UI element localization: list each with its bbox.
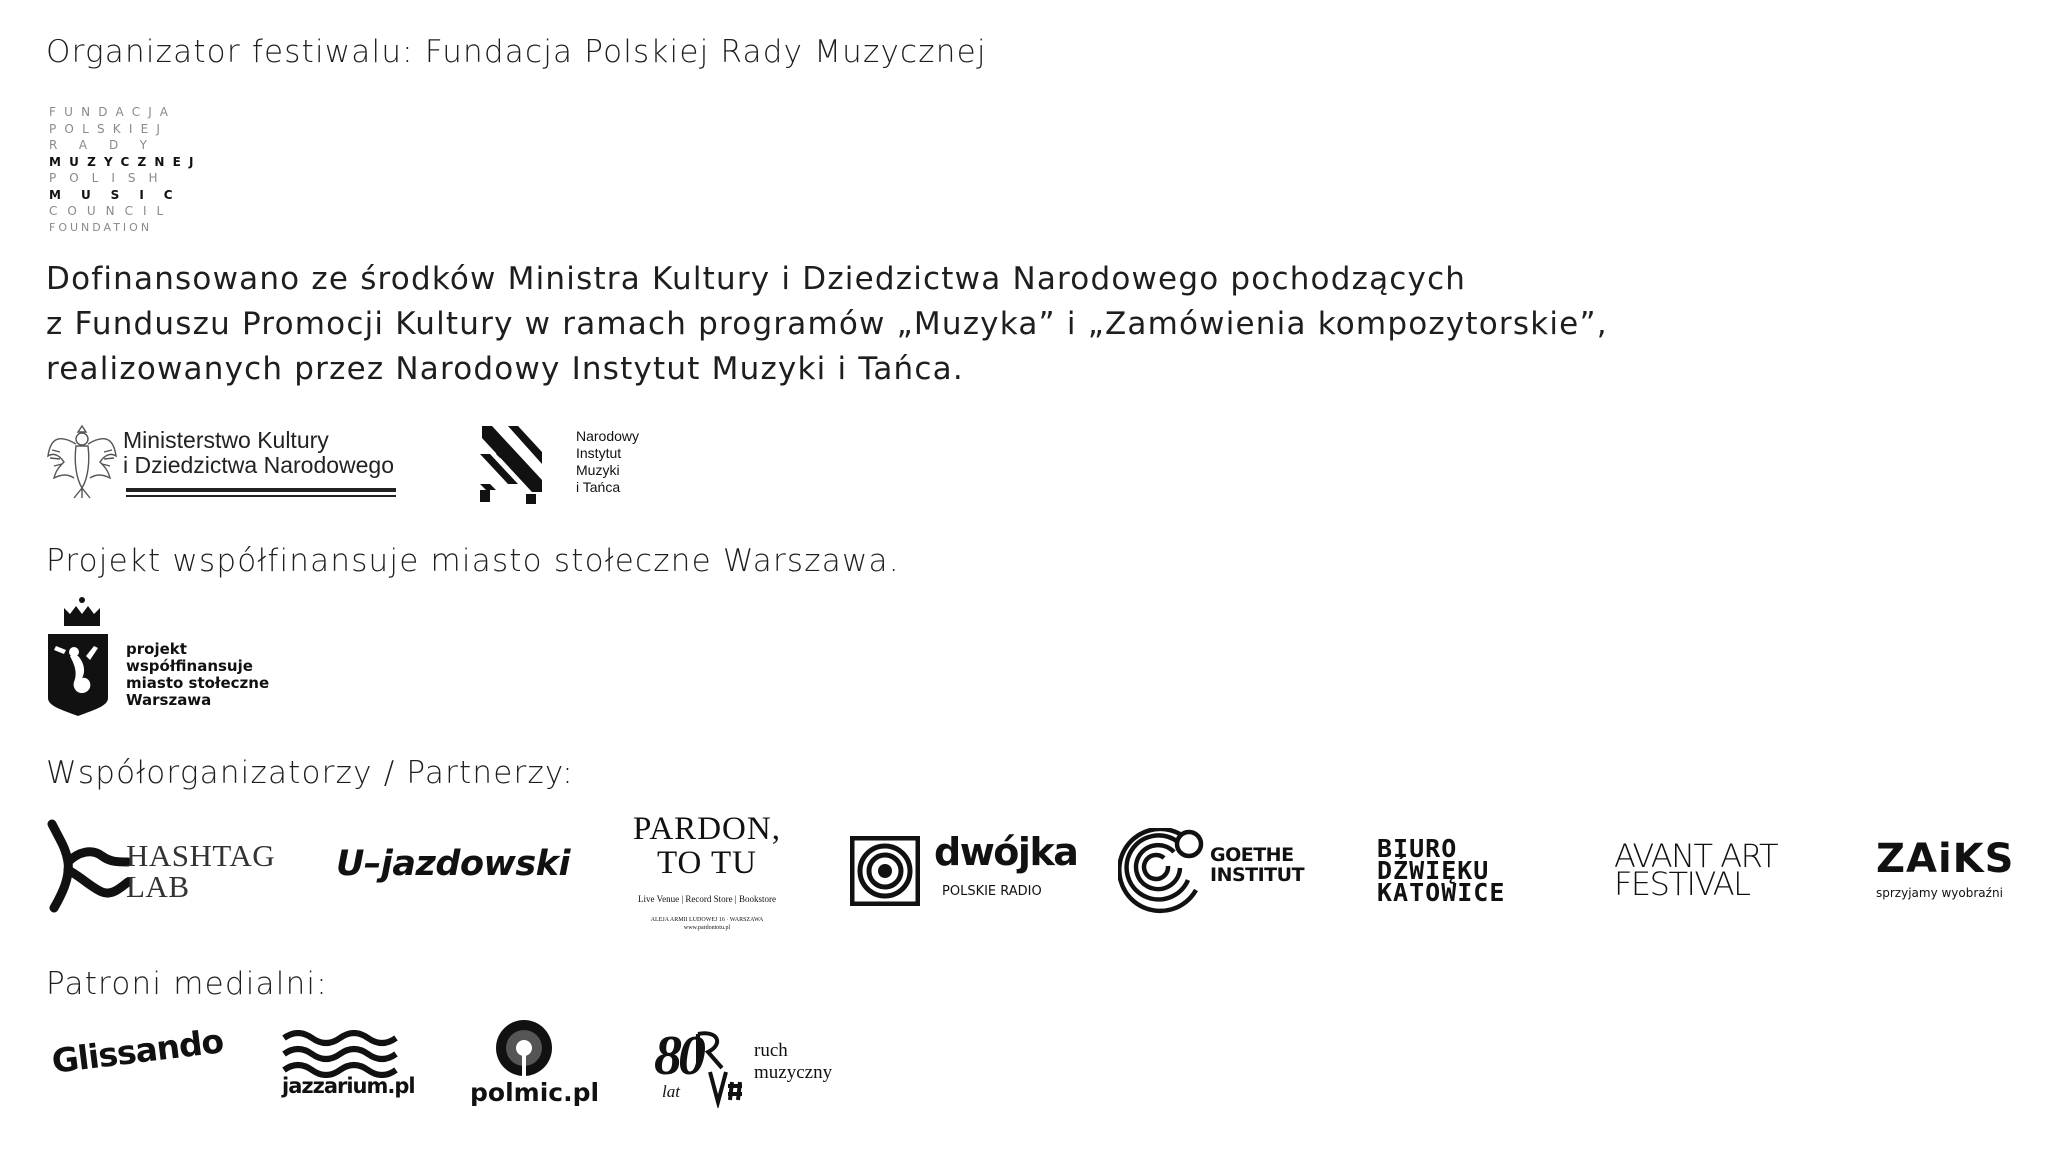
jazzarium-waves-icon <box>282 1030 400 1078</box>
avant-art-festival-logo <box>1614 837 1778 903</box>
goethe-text <box>1210 845 1304 885</box>
pmc-line: COUNCIL <box>49 204 174 218</box>
ministry-culture-logo <box>46 422 396 502</box>
jazzarium-logo <box>282 1030 415 1104</box>
nimit-logo <box>478 424 678 506</box>
hashtag-lab-text <box>126 840 275 902</box>
partners-heading: Współorganizatorzy / Partnerzy: <box>46 755 574 791</box>
organizer-heading: Organizator festiwalu: Fundacja Polskiej Rady Muzycznej <box>46 34 987 70</box>
pmc-line: MUZYCZNEJ <box>49 154 202 169</box>
nimit-line: Instytut <box>576 445 622 461</box>
zaiks-sub: sprzyjamy wyobraźni <box>1876 886 2003 900</box>
ruch-line-2: muzyczny <box>754 1062 833 1083</box>
glissando-logo: Glissando <box>49 1021 226 1081</box>
warsaw-logo-line: Warszawa <box>126 691 212 709</box>
biuro-line-1: BIURO <box>1377 834 1458 863</box>
funding-line-3: realizowanych przez Narodowy Instytut Muzyki i Tańca. <box>46 351 964 387</box>
pmc-line: POLISH <box>49 171 171 185</box>
goethe-line-2: INSTITUT <box>1210 864 1305 886</box>
nimit-text <box>576 428 639 496</box>
dwojka-name: dwójka <box>934 830 1078 874</box>
hashtag-lab-logo <box>46 818 276 914</box>
ministry-line-1: Ministerstwo Kultury <box>123 427 329 453</box>
dwojka-sub: POLSKIE RADIO <box>942 884 1042 899</box>
ujazdowski-logo: U–jazdowski <box>336 844 570 884</box>
ministry-line-2: i Dziedzictwa Narodowego <box>123 452 395 478</box>
jazzarium-name: jazzarium.pl <box>282 1074 415 1098</box>
media-heading: Patroni medialni: <box>46 966 328 1002</box>
ruch-muzyczny-logo <box>650 1025 860 1114</box>
nimit-line: Muzyki <box>576 462 620 478</box>
warsaw-heading: Projekt współfinansuje miasto stołeczne Warszawa. <box>46 543 900 579</box>
zaiks-name: ZAiKS <box>1876 836 2015 882</box>
goethe-line-1: GOETHE <box>1210 844 1294 866</box>
polmic-logo <box>470 1018 600 1110</box>
warsaw-logo-line: miasto stołeczne <box>126 674 270 692</box>
pardon-url: www.pardontotu.pl <box>683 925 731 931</box>
funding-line-1: Dofinansowano ze środków Ministra Kultury i Dziedzictwa Narodowego pochodzących <box>46 261 1467 297</box>
warsaw-coat-of-arms-icon <box>46 594 110 716</box>
pardon-to-tu-logo <box>622 811 792 931</box>
hashtag-line-2: LAB <box>126 869 190 904</box>
warsaw-logo-text <box>126 641 286 709</box>
nimit-line: Narodowy <box>576 428 640 444</box>
ruch-scribble-icon <box>688 1028 748 1108</box>
nimit-line: i Tańca <box>576 479 621 495</box>
ruch-80-lat-badge <box>650 1025 750 1114</box>
pardon-line-1: PARDON, <box>633 811 781 847</box>
dwojka-logo <box>850 830 1078 906</box>
pmc-foundation-logo <box>49 104 202 236</box>
ministry-underline-thin <box>126 495 396 497</box>
ministry-underline <box>126 488 396 492</box>
funding-paragraph <box>46 257 1608 392</box>
avant-line-2: FESTIVAL <box>1614 865 1750 903</box>
polish-eagle-icon <box>46 422 118 500</box>
ruch-line-1: ruch <box>754 1040 788 1061</box>
biuro-dzwieku-logo <box>1377 834 1506 907</box>
biuro-line-3: KATOWICE <box>1377 878 1506 907</box>
pmc-line: POLSKIEJ <box>49 121 169 136</box>
pardon-line-2: TO TU <box>656 845 758 881</box>
pardon-address: ALEJA ARMII LUDOWEJ 16 · WARSZAWA <box>650 917 764 923</box>
pardon-sub: Live Venue | Record Store | Bookstore <box>638 894 776 904</box>
dwojka-speaker-icon <box>850 836 920 906</box>
zaiks-logo <box>1872 836 2015 906</box>
goethe-institut-logo <box>1118 828 1318 914</box>
pmc-line: RADY <box>49 138 169 152</box>
avant-line-1: AVANT ART <box>1614 837 1778 875</box>
biuro-line-2: DŹWIĘKU <box>1377 856 1490 885</box>
nimit-mark-icon <box>478 424 544 504</box>
polmic-disc-icon <box>494 1018 554 1078</box>
ruch-text <box>754 1040 832 1084</box>
ministry-name <box>123 428 394 478</box>
hashtag-line-1: HASHTAG <box>126 838 276 873</box>
warsaw-logo-line: projekt współfinansuje <box>126 640 253 675</box>
polmic-name: polmic.pl <box>470 1078 600 1107</box>
ruch-lat: lat <box>662 1082 680 1101</box>
ruch-80: 80 <box>654 1025 702 1087</box>
warsaw-cofinancing-logo <box>46 594 286 714</box>
pmc-line: FOUNDATION <box>49 220 153 234</box>
hashtag-lab-mark-icon <box>46 818 136 914</box>
pmc-line: MUSIC <box>49 187 193 202</box>
funding-line-2: z Funduszu Promocji Kultury w ramach programów „Muzyka” i „Zamówienia kompozytorskie”, <box>46 306 1608 342</box>
pmc-line: FUNDACJA <box>49 105 177 119</box>
goethe-mark-icon <box>1118 828 1204 914</box>
